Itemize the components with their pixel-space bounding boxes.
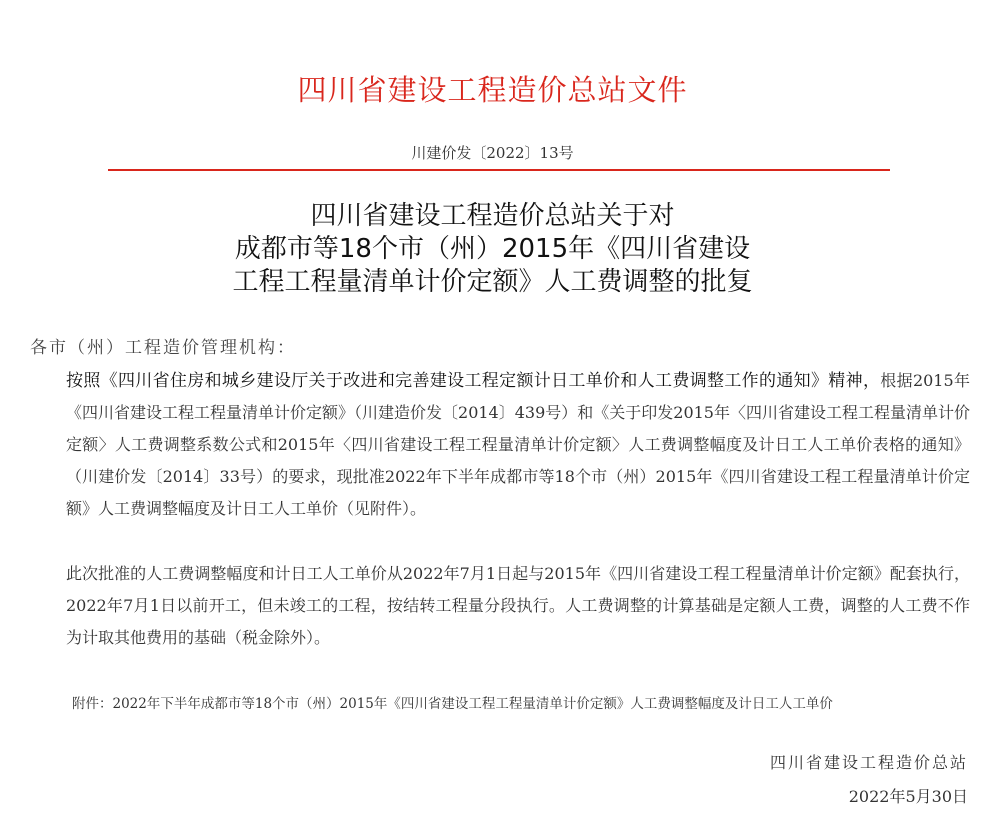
body-paragraph-1 <box>30 365 970 525</box>
signature-date: 2022年5月30日 <box>848 787 968 806</box>
title-line-2: 成都市等18个市（州）2015年《四川省建设 <box>234 234 751 264</box>
paragraph-1-rest: 根据2015年《四川省建设工程工程量清单计价定额》（川建造价发〔2014〕439号）和《关于印发2015年〈四川省建设工程工程量清单计价定额〉人工费调整系数公式和2015年〈四川省建设工程工程量清单计价定额〉人工费调整幅度及计日工人工单价表格的通知》（川建价发〔2014〕33号）的要求，现批准2022年下半年成都市等18个市（州）2015年《四川省建设工程工程量清单计价定额》人工费调整幅度及计日工人工单价（见附件）。 <box>66 371 970 518</box>
paragraph-2-text: 此次批准的人工费调整幅度和计日工人工单价从2022年7月1日起与2015年《四川省建设工程工程量清单计价定额》配套执行，2022年7月1日以前开工，但未竣工的工程，按结转工程量分段执行。人工费调整的计算基础是定额人工费，调整的人工费不作为计取其他费用的基础（税金除外）。 <box>66 564 970 647</box>
signature-organization: 四川省建设工程造价总站 <box>769 753 968 772</box>
document-number: 川建价发〔2022〕13号 <box>411 144 574 162</box>
salutation: 各市（州）工程造价管理机构： <box>30 338 296 358</box>
agency-document-title: 四川省建设工程造价总站文件 <box>297 73 688 107</box>
title-line-3: 工程工程量清单计价定额》人工费调整的批复 <box>232 267 753 297</box>
attachment-note <box>30 688 965 720</box>
paragraph-1-lead: 按照《四川省住房和城乡建设厅关于改进和完善建设工程定额计日工单价和人工费调整工作的通知》精神， <box>66 371 881 391</box>
red-divider <box>108 169 890 171</box>
document-title <box>0 200 985 299</box>
body-paragraph-2 <box>30 558 970 654</box>
title-line-1: 四川省建设工程造价总站关于对 <box>310 201 675 231</box>
attachment-text: 附件：2022年下半年成都市等18个市（州）2015年《四川省建设工程工程量清单计价定额》人工费调整幅度及计日工人工单价 <box>72 696 833 712</box>
